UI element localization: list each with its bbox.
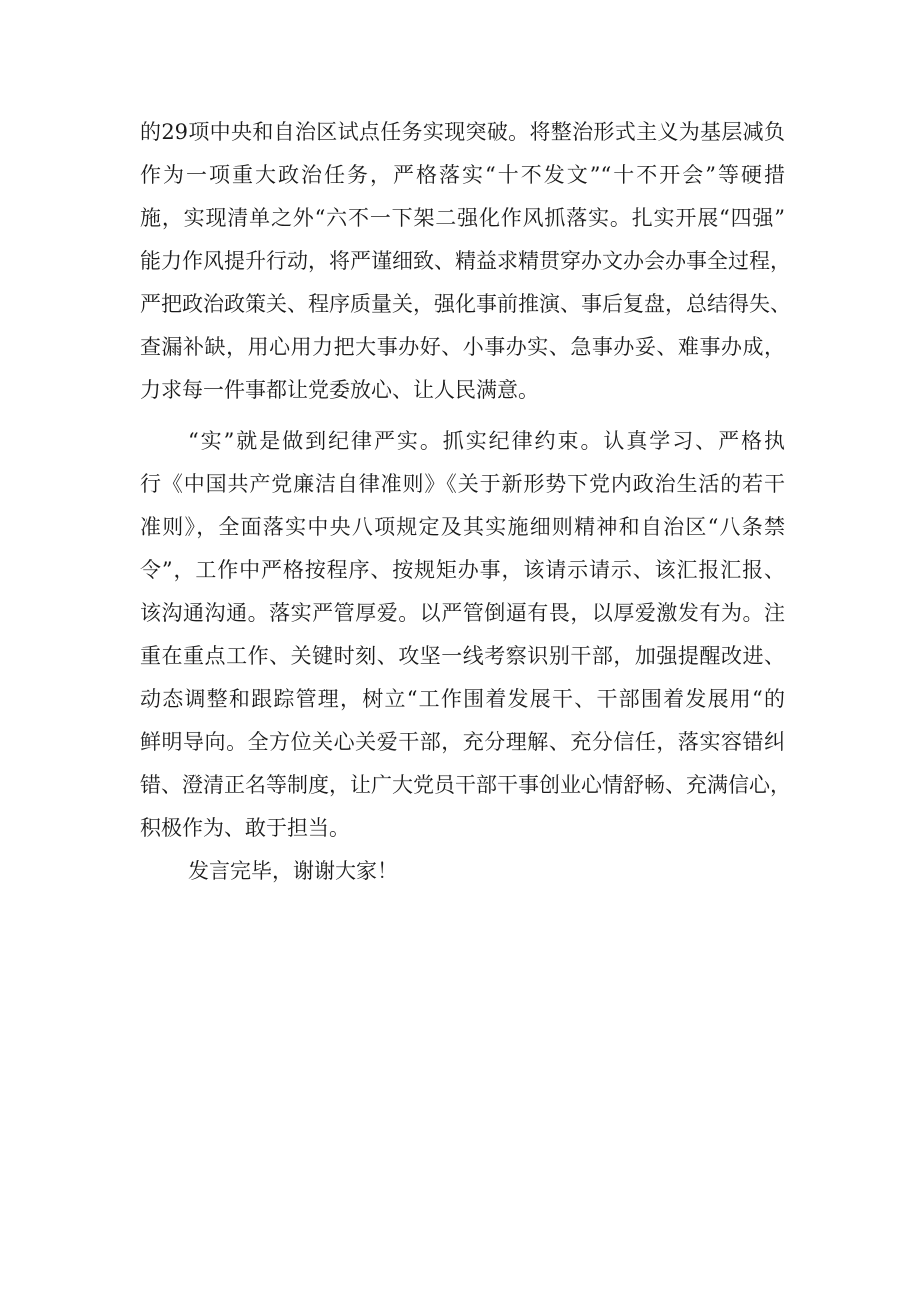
paragraph2-line-3: 准则》，全面落实中央八项规定及其实施细则精神和自治区“八条禁: [140, 515, 785, 539]
paragraph1-line-6: 查漏补缺，用心用力把大事办好、小事办实、急事办妥、难事办成，: [140, 335, 785, 359]
paragraph1-line-7: 力求每一件事都让党委放心、让人民满意。: [140, 378, 539, 402]
paragraph1-line-1: 的29项中央和自治区试点任务实现突破。将整治形式主义为基层减负: [140, 120, 785, 144]
paragraph2-line-8: 鲜明导向。全方位关心关爱干部，充分理解、充分信任，落实容错纠: [140, 730, 785, 754]
closing-remark: 发言完毕，谢谢大家！: [188, 859, 398, 883]
paragraph2-line-7: 动态调整和跟踪管理，树立“工作围着发展干、干部围着发展用“的: [140, 687, 785, 711]
paragraph2-line-9: 错、澄清正名等制度，让广大党员干部干事创业心情舒畅、充满信心，: [140, 773, 791, 797]
paragraph1-line-5: 严把政治政策关、程序质量关，强化事前推演、事后复盘，总结得失、: [140, 292, 791, 316]
paragraph2-line-6: 重在重点工作、关键时刻、攻坚一线考察识别干部，加强提醒改进、: [140, 644, 785, 668]
paragraph2-line-5: 该沟通沟通。落实严管厚爱。以严管倒逼有畏，以厚爱激发有为。注: [140, 601, 785, 625]
paragraph2-line-2: 行《中国共产党廉洁自律准则》《关于新形势下党内政治生活的若干: [140, 472, 785, 496]
paragraph1-line-4: 能力作风提升行动，将严谨细致、精益求精贯穿办文办会办事全过程，: [140, 249, 791, 273]
paragraph2-line-4: 令”，工作中严格按程序、按规矩办事，该请示请示、该汇报汇报、: [140, 558, 785, 582]
paragraph2-line-10: 积极作为、敢于担当。: [140, 816, 350, 840]
paragraph1-line-3: 施，实现清单之外“六不一下架二强化作风抓落实。扎实开展“四强”: [140, 206, 785, 230]
paragraph2-line-1: “实”就是做到纪律严实。抓实纪律约束。认真学习、严格执: [188, 429, 785, 453]
paragraph1-line-2: 作为一项重大政治任务，严格落实“十不发文”“十不开会”等硬措: [140, 163, 785, 187]
